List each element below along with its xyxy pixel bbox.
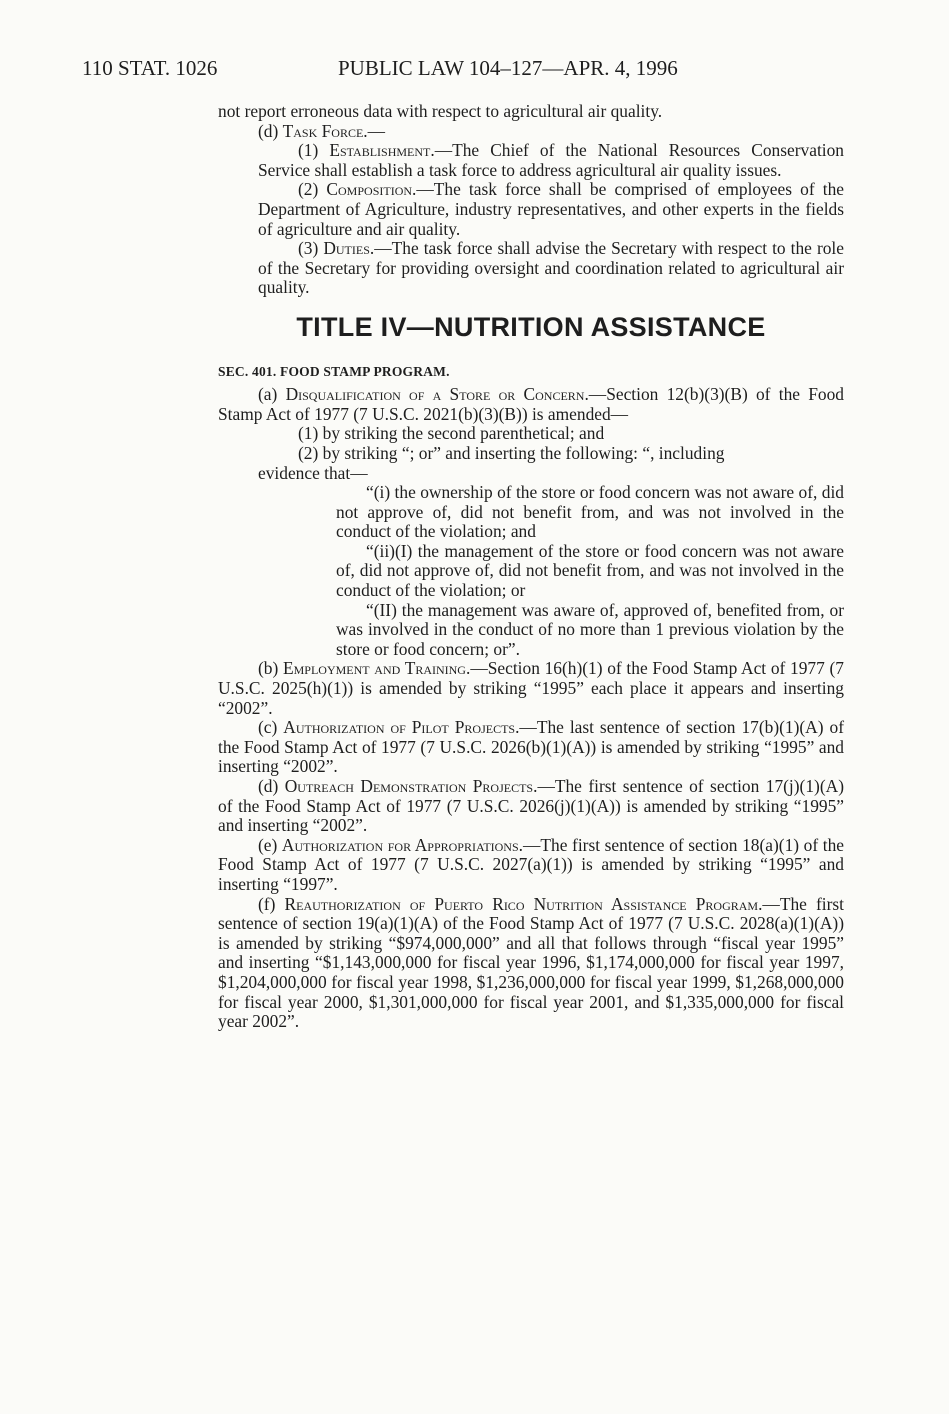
quoted-clause-i: “(i) the ownership of the store or food concern was not aware of, did not approve of, did not benefit from, and was not involved in the conduct of the violation; and [336,482,844,542]
quoted-clause-ii-ii: “(II) the management was aware of, approved of, benefited from, or was involved in the conduct of no more than 1 previous violation by the store or food concern; or”. [336,599,844,659]
paragraph-d3-duties: (3) Duties.—The task force shall advise the Secretary with respect to the role of the Secretary for providing oversight and coordination related to agricultural air quality. [258,238,844,298]
paragraph-heading: Composition [326,179,413,200]
page-header [82,56,842,86]
paragraph-d1-establishment: (1) Establishment.—The Chief of the National Resources Conservation Service shall establish a task force to address agricultural air quality issues. [258,140,844,180]
section-401-heading: SEC. 401. FOOD STAMP PROGRAM. [218,363,450,379]
subsection-d-outreach: (d) Outreach Demonstration Projects.—The first sentence of section 17(j)(1)(A) of the Food Stamp Act of 1977 (7 U.S.C. 2026(j)(1)(A)) is amended by striking “1995” and inserting “2002”. [218,776,844,836]
paragraph-heading: Duties [323,238,370,259]
subsection-c-pilot-projects: (c) Authorization of Pilot Projects.—The last sentence of section 17(b)(1)(A) of the Food Stamp Act of 1977 (7 U.S.C. 2026(b)(1)(A)) is amended by striking “1995” and inserting “2002”. [218,717,844,777]
paragraph-a2: (2) by striking “; or” and inserting the following: “, including [298,442,725,463]
subsection-a-disqualification: (a) Disqualification of a Store or Concern.—Section 12(b)(3)(B) of the Food Stamp Act of 1977 (7 U.S.C. 2021(b)(3)(B)) is amended— [218,384,844,424]
paragraph-a2-continued: evidence that— [258,462,368,483]
subsection-heading: Disqualification of a Store or Concern [285,384,585,405]
document-body [218,102,844,1032]
subsection-heading: Task Force [282,120,364,141]
paragraph-a1: (1) by striking the second parenthetical; and [298,423,605,444]
subsection-heading: Authorization for Appropriations [281,834,519,855]
law-citation: PUBLIC LAW 104–127—APR. 4, 1996 [338,56,678,80]
subsection-heading: Reauthorization of Puerto Rico Nutrition Assistance Program [284,893,759,914]
subsection-b-employment: (b) Employment and Training.—Section 16(h)(1) of the Food Stamp Act of 1977 (7 U.S.C. 2025(h)(1)) is amended by striking “1995” each place it appears and inserting “2002”. [218,658,844,718]
subsection-heading: Outreach Demonstration Projects [284,776,534,796]
subsection-f-puerto-rico: (f) Reauthorization of Puerto Rico Nutrition Assistance Program.—The first sentence of section 19(a)(1)(A) of the Food Stamp Act of 1977 (7 U.S.C. 2028(a)(1)(A)) is amended by striking “$974,000,000” and all that follows through “fiscal year 1995” and inserting “$1,143,000,000 for fiscal year 1996, $1,174,000,000 for fiscal year 1997, $1,204,000,000 for fiscal year 1998, $1,236,000,000 for fiscal year 1999, $1,268,000,000 for fiscal year 2000, $1,301,000,000 for fiscal year 2001, and $1,335,000,000 for fiscal year 2002”. [218,893,844,1032]
title-heading: TITLE IV—NUTRITION ASSISTANCE [296,311,766,342]
quoted-clause-ii-i: “(ii)(I) the management of the store or food concern was not aware of, did not approve of, did not benefit from, and was not involved in the conduct of the violation; or [336,540,844,601]
subsection-e-appropriations: (e) Authorization for Appropriations.—The first sentence of section 18(a)(1) of the Food Stamp Act of 1977 (7 U.S.C. 2027(a)(1)) is amended by striking “1995” and inserting “1997”. [218,834,844,894]
paragraph-heading: Establishment [329,140,431,161]
paragraph-d2-composition: (2) Composition.—The task force shall be comprised of employees of the Department of Agriculture, industry representatives, and other experts in the fields of agriculture and air quality. [258,179,844,239]
intro-paragraph: not report erroneous data with respect to agricultural air quality. [218,101,663,121]
subsection-heading: Authorization of Pilot Projects [283,717,516,738]
subsection-heading: Employment and Training [282,658,466,679]
subsection-d-task-force: (d) Task Force.— [258,120,386,141]
stat-page-number: 110 STAT. 1026 [82,56,218,80]
